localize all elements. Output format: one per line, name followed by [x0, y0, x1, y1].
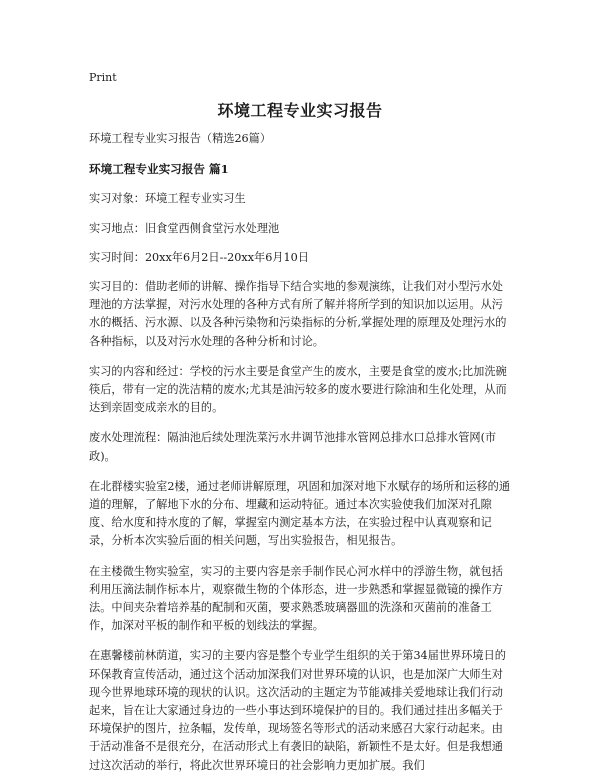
paragraph-groundwater-lab: 在北群楼实验室2楼，通过老师讲解原理，巩固和加深对地下水赋存的场所和运移的通道的理解，了解地下水的分布、埋藏和运动特征。通过本次实验使我们加深对孔隙度、给水度和持水度的了解，掌握室内测定基本方法，在实验过程中认真观察和记录，分析本次实验后面的相关问题，写出实验报告，相见报告。: [89, 479, 511, 548]
document-subtitle: 环境工程专业实习报告（精选26篇）: [89, 132, 272, 145]
print-label[interactable]: Print: [89, 71, 117, 84]
paragraph-content: 实习的内容和经过：学校的污水主要是食堂产生的废水，主要是食堂的废水;比加洗碗筷后，带有一定的洗洁精的废水;尤其是油污较多的废水要进行除油和生化处理，从而达到亲固变成亲水的目的。: [89, 364, 507, 415]
section-heading: 环境工程专业实习报告 篇1: [89, 162, 229, 177]
paragraph-purpose: 实习目的：借助老师的讲解、操作指导下结合实地的参观演练，让我们对小型污水处理池的方法掌握，对污水处理的各种方式有所了解并将所学到的知识加以运用。从污水的概括、污水源、以及各种污染物和污染指标的分析,掌握处理的原理及处理污水的各种指标，以及对污水处理的各种分析和讨论。: [89, 280, 507, 348]
meta-time: 实习时间：20xx年6月2日--20xx年6月10日: [89, 250, 309, 264]
paragraph-process: 废水处理流程：隔油池后续处理洗菜污水井调节池排水管网总排水口总排水管网(市政)。: [89, 431, 497, 463]
meta-object: 实习对象：环境工程专业实习生: [89, 192, 246, 206]
paragraph-microbiology-lab: 在主楼微生物实验室，实习的主要内容是亲手制作民心河水样中的浮游生物，就包括利用压滴法制作标本片，观察微生物的个体形态，进一步熟悉和掌握显微镜的操作方法。中间夹杂着培养基的配制和灭菌，要求熟悉玻璃器皿的洗涤和灭菌前的准备工作，加深对平板的制作和平板的划线法的掌握。: [89, 564, 503, 633]
document-body: [89, 130, 514, 776]
paragraph-environment-day: 在惠馨楼前林荫道，实习的主要内容是整个专业学生组织的关于第34届世界环境日的环保教育宣传活动，通过这个活动加深我们对世界环境的认识，也是加深广大师生对现今世界地球环境的现状的认识。这次活动的主题定为节能减排关爱地球让我们行动起来，旨在让大家通过身边的一些小事达到环境保护的目的。我们通过挂出多幅关于环境保护的图片，拉条幅，发传单，现场签名等形式的活动来感召大家行动起来。由于活动准备不是很充分，在活动形式上有袭旧的缺陷，新颖性不是太好。但是我想通过这次活动的举行，将此次世界环境日的社会影响力更加扩展。我们: [89, 649, 506, 772]
document-title: 环境工程专业实习报告: [217, 101, 383, 120]
meta-location: 实习地点：旧食堂西侧食堂污水处理池: [89, 221, 280, 235]
